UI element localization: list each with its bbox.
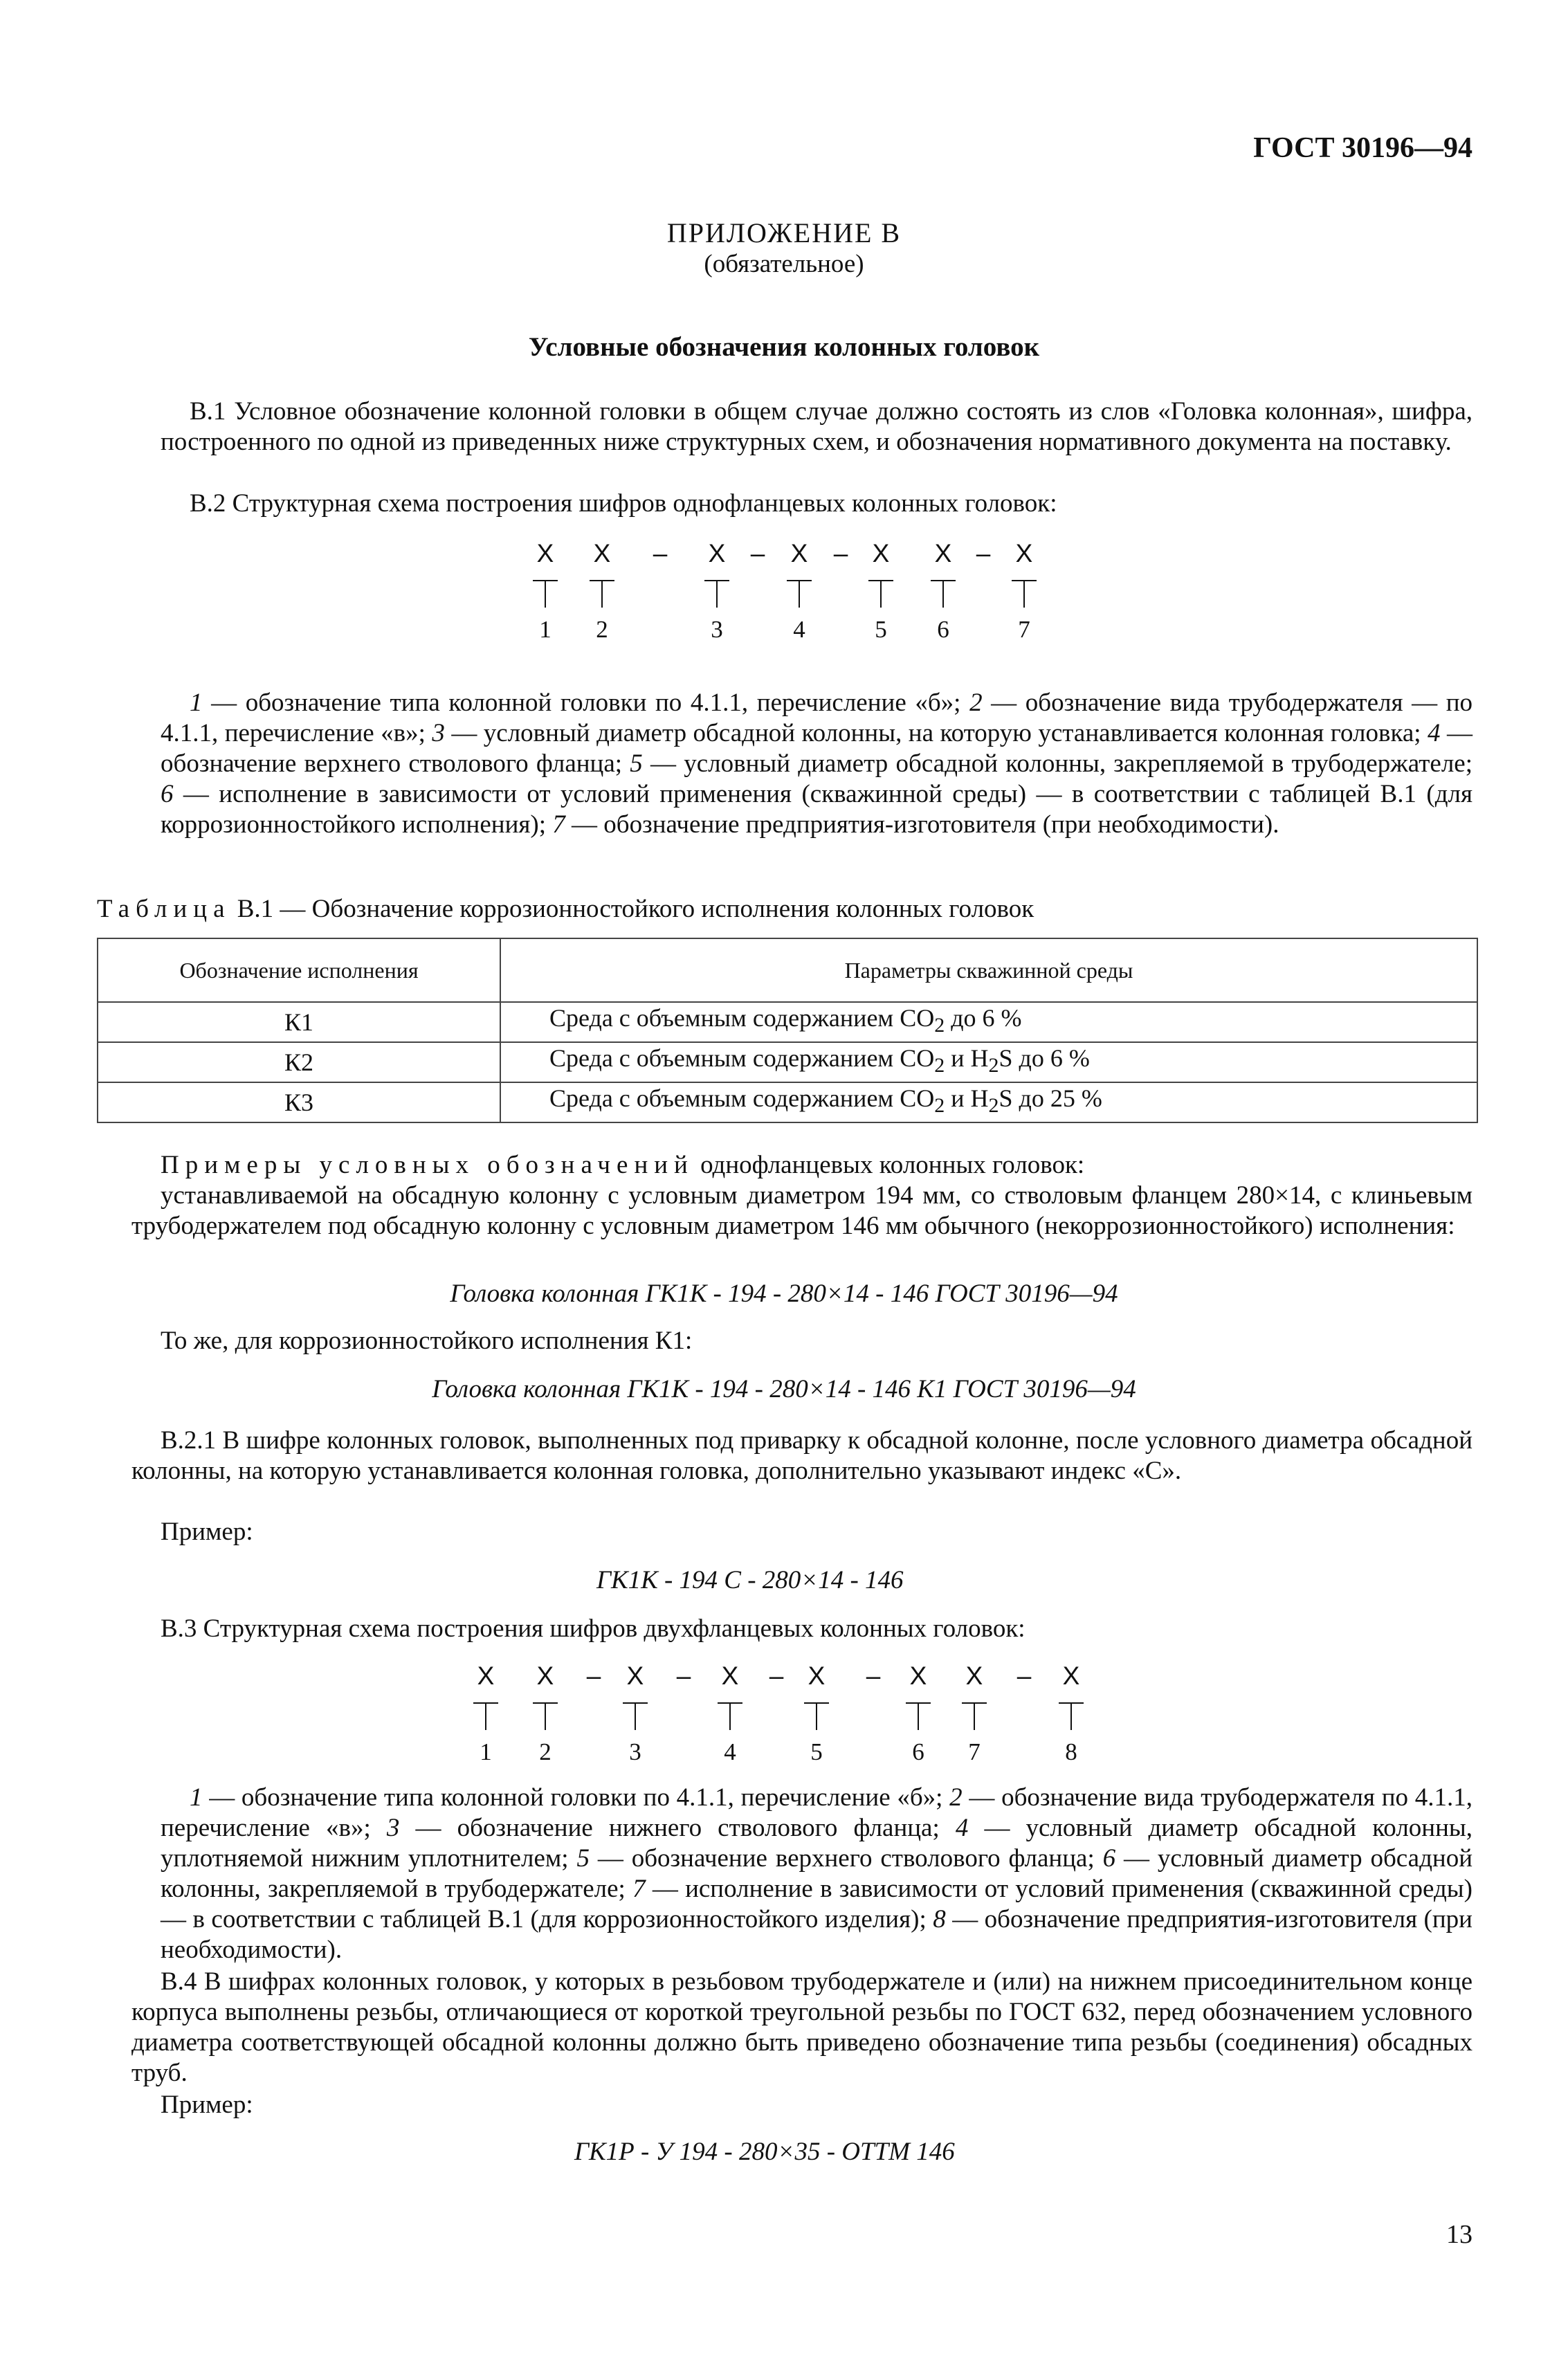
scheme-slot: X	[708, 539, 726, 567]
params-text: и H	[945, 1084, 989, 1113]
scheme-number: 5	[875, 616, 887, 643]
legend-number: 3	[386, 1814, 400, 1842]
example-label-2: Пример:	[161, 2091, 253, 2119]
legend-text: — обозначение предприятия-изготовителя (при необходимости).	[565, 810, 1279, 839]
scheme-tee	[787, 580, 812, 608]
scheme-tee	[704, 580, 729, 608]
scheme-dash: –	[976, 539, 991, 567]
scheme-slot: X	[808, 1662, 826, 1690]
example-description-2: То же, для коррозионностойкого исполнения К1:	[161, 1327, 693, 1355]
scheme-dash: –	[1017, 1662, 1032, 1690]
legend-number: 6	[1102, 1844, 1116, 1873]
scheme-number: 3	[629, 1738, 641, 1765]
document-code: ГОСТ 30196—94	[1253, 132, 1473, 164]
scheme-number: 1	[539, 616, 551, 643]
legend-text: — обозначение верхнего стволового фланца;	[161, 719, 1473, 778]
scheme-dash: –	[833, 539, 848, 567]
params-text: Среда с объемным содержанием CO	[549, 1004, 935, 1032]
page-number: 13	[1446, 2220, 1473, 2249]
scheme-slot: X	[593, 539, 611, 567]
scheme-slot: X	[626, 1662, 644, 1690]
example-formula-4: ГК1Р - У 194 - 280×35 - ОТТМ 146	[574, 2138, 955, 2166]
example-description: устанавливаемой на обсадную колонну с условным диаметром 194 мм, со стволовым фланцем 280×14, с клиньевым трубодержателем под обсадную колонну с условным диаметром 146 мм обычного (некоррозионностойкого) исполнения:	[131, 1181, 1473, 1240]
example-formula-2: Головка колонная ГК1К - 194 - 280×14 - 146 К1 ГОСТ 30196—94	[432, 1375, 1136, 1403]
table-caption-text: В.1 — Обозначение коррозионностойкого исполнения колонных головок	[230, 895, 1034, 923]
legend-text: — исполнение в зависимости от условий применения (скважинной среды) — в соответствии с таблицей В.1 (для коррозионностойкого изделия);	[161, 1875, 1473, 1933]
legend-number: 2	[949, 1783, 963, 1812]
scheme-dash: –	[586, 1662, 601, 1690]
examples-heading-spaced: Примеры условных обозначений	[161, 1151, 694, 1179]
params-text: Среда с объемным содержанием CO	[549, 1084, 935, 1113]
legend-number: 7	[552, 810, 565, 839]
example-label: Пример:	[161, 1518, 253, 1546]
table-row	[98, 1042, 1477, 1082]
scheme-number: 6	[912, 1738, 924, 1765]
scheme-number: 3	[711, 616, 723, 643]
scheme-slot: X	[790, 539, 808, 567]
legend-text: — обозначение верхнего стволового фланца;	[589, 1844, 1103, 1873]
legend-number: 5	[576, 1844, 590, 1873]
paragraph-b1: В.1 Условное обозначение колонной головки в общем случае должно состоять из слов «Головка колонная», шифра, построенного по одной из приведенных ниже структурных схем, и обозначения нормативного документа на поставку.	[161, 397, 1473, 456]
scheme-slot: X	[872, 539, 890, 567]
scheme-number: 6	[937, 616, 949, 643]
scheme-tee	[906, 1702, 931, 1730]
paragraph-b21: В.2.1 В шифре колонных головок, выполненных под приварку к обсадной колонне, после условного диаметра обсадной колонны, на которую устанавливается колонная головка, дополнительно указывают индекс «С».	[131, 1426, 1473, 1485]
params-text: Среда с объемным содержанием CO	[549, 1044, 935, 1073]
params-text: S до 6 %	[999, 1044, 1090, 1073]
params-text: S до 25 %	[999, 1084, 1102, 1113]
table-cell-code: К1	[98, 1002, 500, 1042]
legend-number: 4	[1428, 719, 1441, 747]
scheme-legend-double-flange	[161, 1783, 1473, 1965]
scheme-slot: X	[965, 1662, 983, 1690]
appendix-title: ПРИЛОЖЕНИЕ В	[666, 217, 902, 248]
corrosion-table	[97, 938, 1478, 1123]
scheme-tee	[931, 580, 956, 608]
scheme-tee	[718, 1702, 742, 1730]
legend-text: — обозначение вида трубодержателя по 4.1.1, перечисление «в»;	[161, 1783, 1473, 1842]
appendix-subtitle: (обязательное)	[704, 250, 864, 278]
scheme-legend-single-flange	[161, 688, 1473, 840]
scheme-number: 7	[1018, 616, 1030, 643]
scheme-number: 4	[724, 1738, 736, 1765]
table-row	[98, 1082, 1477, 1122]
scheme-tee	[1059, 1702, 1084, 1730]
scheme-dash: –	[676, 1662, 691, 1690]
table-cell-params	[500, 1082, 1477, 1122]
legend-number: 3	[432, 719, 445, 747]
legend-number: 2	[969, 689, 983, 717]
section-title: Условные обозначения колонных головок	[528, 332, 1040, 362]
scheme-slot: X	[536, 1662, 554, 1690]
scheme-tee	[962, 1702, 987, 1730]
legend-number: 6	[161, 780, 174, 808]
scheme-tee	[804, 1702, 829, 1730]
table-cell-params	[500, 1042, 1477, 1082]
legend-text: — условный диаметр обсадной колонны, на которую устанавливается колонная головка;	[444, 719, 1428, 747]
scheme-slot: X	[477, 1662, 495, 1690]
table-header-row	[98, 938, 1477, 1002]
scheme-slot: X	[1062, 1662, 1080, 1690]
table-cell-code: К2	[98, 1042, 500, 1082]
legend-text: — условный диаметр обсадной колонны, закрепляемой в трубодержателе;	[161, 1844, 1473, 1903]
legend-text: — обозначение типа колонной головки по 4.1.1, перечисление «б»;	[202, 1783, 950, 1812]
example-formula-3: ГК1К - 194 С - 280×14 - 146	[596, 1566, 904, 1594]
scheme-slot: X	[934, 539, 952, 567]
scheme-tee	[473, 1702, 498, 1730]
paragraph-b3: В.3 Структурная схема построения шифров двухфланцевых колонных головок:	[161, 1614, 1025, 1643]
legend-text: — условный диаметр обсадной колонны, закрепляемой в трубодержателе;	[642, 749, 1473, 778]
legend-text: — обозначение нижнего стволового фланца;	[399, 1814, 956, 1842]
scheme-number: 2	[539, 1738, 551, 1765]
legend-text: — обозначение типа колонной головки по 4.1.1, перечисление «б»;	[202, 689, 970, 717]
scheme-tee	[533, 1702, 558, 1730]
structure-scheme-double-flange	[0, 1661, 1568, 1765]
scheme-slot: X	[909, 1662, 927, 1690]
scheme-dash: –	[653, 539, 668, 567]
legend-text: — обозначение предприятия-изготовителя (при необходимости).	[161, 1905, 1473, 1964]
params-sub: 2	[934, 1094, 945, 1118]
legend-number: 8	[933, 1905, 946, 1933]
scheme-tee	[1012, 580, 1037, 608]
scheme-tee	[533, 580, 558, 608]
table-header-cell: Параметры скважинной среды	[500, 938, 1477, 1002]
scheme-dash: –	[866, 1662, 881, 1690]
legend-number: 1	[190, 689, 203, 717]
paragraph-b4: В.4 В шифрах колонных головок, у которых в резьбовом трубодержателе и (или) на нижнем присоединительном конце корпуса выполнены резьбы, отличающиеся от короткой треугольной резьбы по ГОСТ 632, перед обозначением условного диаметра соответствующей обсадной колонны должно быть приведено обозначение типа резьбы (соединения) обсадных труб.	[131, 1967, 1473, 2087]
legend-number: 4	[955, 1814, 969, 1842]
scheme-number: 7	[968, 1738, 981, 1765]
legend-number: 5	[630, 749, 643, 778]
table-caption	[97, 894, 1034, 925]
scheme-slot: X	[721, 1662, 739, 1690]
scheme-dash: –	[769, 1662, 784, 1690]
paragraph-b2: В.2 Структурная схема построения шифров однофланцевых колонных головок:	[190, 489, 1057, 518]
examples-heading	[161, 1150, 1084, 1181]
examples-heading-text: однофланцевых колонных головок:	[693, 1151, 1085, 1179]
legend-text: — условный диаметр обсадной колонны, уплотняемой нижним уплотнителем;	[161, 1814, 1473, 1873]
example-formula-1: Головка колонная ГК1К - 194 - 280×14 - 146 ГОСТ 30196—94	[450, 1280, 1118, 1308]
scheme-number: 1	[480, 1738, 492, 1765]
legend-text: — исполнение в зависимости от условий применения (скважинной среды) — в соответствии с таблицей В.1 (для коррозионностойкого исполнения);	[161, 780, 1473, 839]
scheme-number: 5	[810, 1738, 823, 1765]
params-sub: 2	[988, 1094, 999, 1118]
table-header-cell: Обозначение исполнения	[98, 938, 500, 1002]
table-cell-params	[500, 1002, 1477, 1042]
scheme-number: 4	[793, 616, 805, 643]
scheme-tee	[623, 1702, 648, 1730]
table-caption-prefix: Таблица	[97, 895, 231, 923]
params-sub: 2	[934, 1054, 945, 1077]
params-text: до 6 %	[945, 1004, 1022, 1032]
params-sub: 2	[988, 1054, 999, 1077]
legend-text: — обозначение вида трубодержателя — по 4.1.1, перечисление «в»;	[161, 689, 1473, 747]
params-sub: 2	[934, 1014, 945, 1037]
scheme-number: 8	[1065, 1738, 1077, 1765]
structure-scheme-single-flange	[0, 538, 1568, 642]
scheme-number: 2	[596, 616, 608, 643]
scheme-slot: X	[536, 539, 554, 567]
table-cell-code: К3	[98, 1082, 500, 1122]
scheme-slot: X	[1015, 539, 1033, 567]
scheme-tee	[590, 580, 614, 608]
legend-number: 1	[190, 1783, 203, 1812]
scheme-dash: –	[750, 539, 765, 567]
scheme-tee	[868, 580, 893, 608]
params-text: и H	[945, 1044, 989, 1073]
legend-number: 7	[632, 1875, 646, 1903]
table-row	[98, 1002, 1477, 1042]
